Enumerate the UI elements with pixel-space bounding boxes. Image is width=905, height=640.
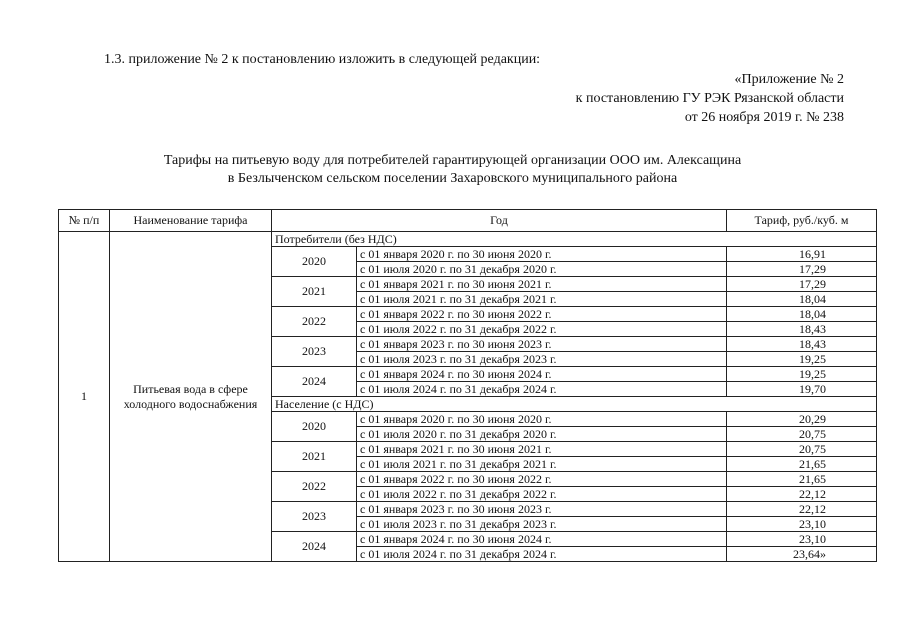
period-cell: с 01 января 2024 г. по 30 июня 2024 г. — [357, 367, 727, 382]
tariff-value-cell: 19,70 — [727, 382, 877, 397]
tariff-value-cell: 17,29 — [727, 262, 877, 277]
category-row — [59, 232, 877, 247]
year-cell: 2022 — [272, 472, 357, 502]
tariff-value-cell: 16,91 — [727, 247, 877, 262]
period-cell: с 01 июля 2022 г. по 31 декабря 2022 г. — [357, 487, 727, 502]
period-cell: с 01 января 2021 г. по 30 июня 2021 г. — [357, 277, 727, 292]
tariff-value-cell: 23,10 — [727, 532, 877, 547]
period-cell: с 01 января 2023 г. по 30 июня 2023 г. — [357, 337, 727, 352]
tariff-value-cell: 20,75 — [727, 442, 877, 457]
appendix-header — [576, 70, 844, 127]
period-cell: с 01 января 2023 г. по 30 июня 2023 г. — [357, 502, 727, 517]
tariff-table — [58, 209, 877, 562]
period-cell: с 01 января 2020 г. по 30 июня 2020 г. — [357, 247, 727, 262]
header-number: № п/п — [59, 210, 110, 232]
table-body — [59, 232, 877, 562]
table-header-row — [59, 210, 877, 232]
year-cell: 2023 — [272, 502, 357, 532]
document-title — [0, 152, 905, 188]
year-cell: 2022 — [272, 307, 357, 337]
tariff-value-cell: 21,65 — [727, 472, 877, 487]
period-cell: с 01 июля 2020 г. по 31 декабря 2020 г. — [357, 262, 727, 277]
period-cell: с 01 июля 2022 г. по 31 декабря 2022 г. — [357, 322, 727, 337]
header-year: Год — [272, 210, 727, 232]
year-cell: 2021 — [272, 442, 357, 472]
title-line-2: в Безлыченском сельском поселении Захаровского муниципального района — [227, 171, 678, 186]
title-line-1: Тарифы на питьевую воду для потребителей гарантирующей организации ООО им. Алексащина — [163, 153, 742, 168]
tariff-value-cell: 18,04 — [727, 292, 877, 307]
period-cell: с 01 января 2020 г. по 30 июня 2020 г. — [357, 412, 727, 427]
tariff-value-cell: 18,43 — [727, 337, 877, 352]
period-cell: с 01 января 2022 г. по 30 июня 2022 г. — [357, 472, 727, 487]
period-cell: с 01 января 2024 г. по 30 июня 2024 г. — [357, 532, 727, 547]
tariff-value-cell: 19,25 — [727, 352, 877, 367]
tariff-value-cell: 22,12 — [727, 502, 877, 517]
category-label: Потребители (без НДС) — [272, 232, 877, 247]
category-label: Население (с НДС) — [272, 397, 877, 412]
tariff-value-cell: 18,04 — [727, 307, 877, 322]
tariff-value-cell: 20,29 — [727, 412, 877, 427]
tariff-value-cell: 18,43 — [727, 322, 877, 337]
tariff-name: Питьевая вода в сфере холодного водоснабжения — [110, 232, 272, 562]
tariff-value-cell: 23,64» — [727, 547, 877, 562]
period-cell: с 01 июля 2023 г. по 31 декабря 2023 г. — [357, 517, 727, 532]
period-cell: с 01 июля 2021 г. по 31 декабря 2021 г. — [357, 292, 727, 307]
period-cell: с 01 января 2021 г. по 30 июня 2021 г. — [357, 442, 727, 457]
year-cell: 2021 — [272, 277, 357, 307]
header-tariff-name: Наименование тарифа — [110, 210, 272, 232]
tariff-value-cell: 20,75 — [727, 427, 877, 442]
tariff-value-cell: 22,12 — [727, 487, 877, 502]
appendix-line-2: к постановлению ГУ РЭК Рязанской области — [575, 91, 844, 106]
tariff-value-cell: 23,10 — [727, 517, 877, 532]
year-cell: 2020 — [272, 412, 357, 442]
appendix-line-1: «Приложение № 2 — [734, 72, 844, 87]
year-cell: 2024 — [272, 367, 357, 397]
header-tariff-value: Тариф, руб./куб. м — [727, 210, 877, 232]
tariff-value-cell: 21,65 — [727, 457, 877, 472]
period-cell: с 01 июля 2021 г. по 31 декабря 2021 г. — [357, 457, 727, 472]
period-cell: с 01 июля 2020 г. по 31 декабря 2020 г. — [357, 427, 727, 442]
year-cell: 2020 — [272, 247, 357, 277]
row-number: 1 — [59, 232, 110, 562]
year-cell: 2023 — [272, 337, 357, 367]
tariff-value-cell: 17,29 — [727, 277, 877, 292]
period-cell: с 01 июля 2024 г. по 31 декабря 2024 г. — [357, 547, 727, 562]
period-cell: с 01 января 2022 г. по 30 июня 2022 г. — [357, 307, 727, 322]
appendix-line-3: от 26 ноября 2019 г. № 238 — [684, 110, 844, 125]
tariff-value-cell: 19,25 — [727, 367, 877, 382]
period-cell: с 01 июля 2023 г. по 31 декабря 2023 г. — [357, 352, 727, 367]
period-cell: с 01 июля 2024 г. по 31 декабря 2024 г. — [357, 382, 727, 397]
intro-text: 1.3. приложение № 2 к постановлению изложить в следующей редакции: — [104, 52, 541, 67]
year-cell: 2024 — [272, 532, 357, 562]
